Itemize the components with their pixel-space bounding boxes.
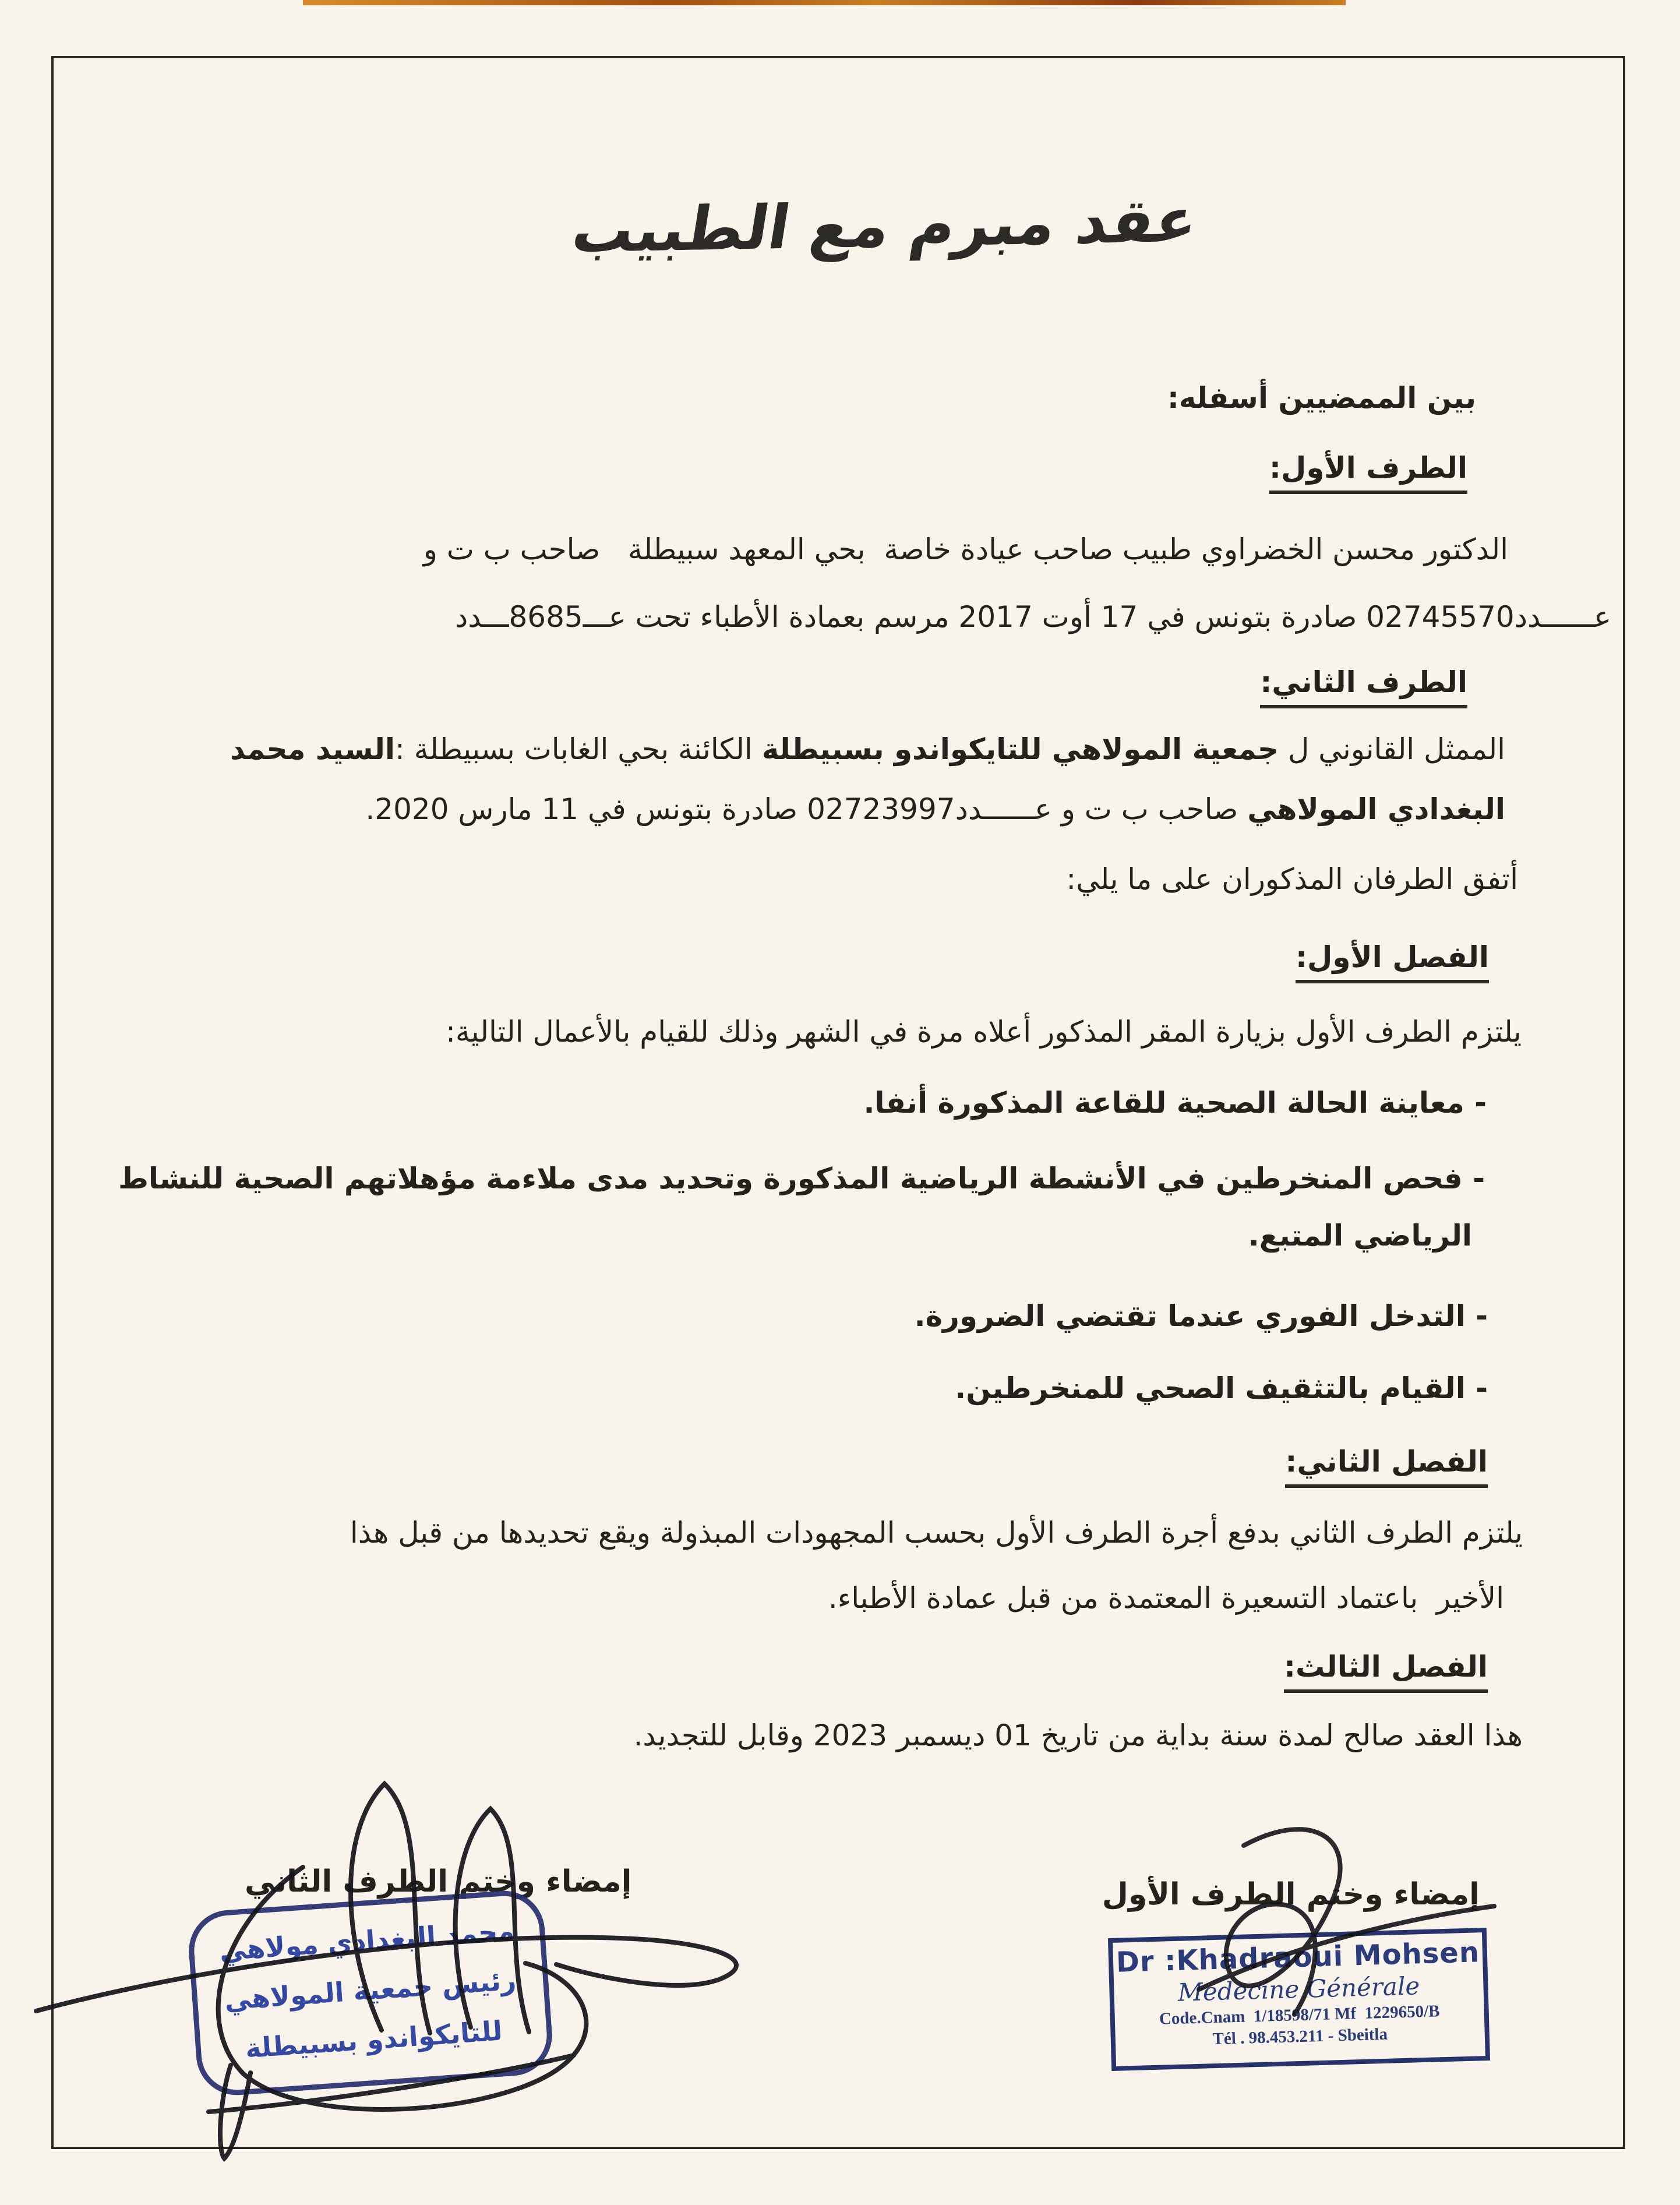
party1-heading [1269, 450, 1467, 486]
doctor-stamp-phone: Tél . 98.453.211 - Sbeitla [1212, 2024, 1388, 2049]
chapter1-intro: يلتزم الطرف الأول بزيارة المقر المذكور أعلاه مرة في الشهر وذلك للقيام بالأعمال التالية: [446, 1015, 1522, 1049]
party2-representative-name: البغدادي المولاهي [1247, 792, 1505, 826]
chapter1-heading-text: الفصل الأول: [1296, 940, 1489, 983]
chapter1-item1: - معاينة الحالة الصحية للقاعة المذكورة أنفا. [863, 1086, 1487, 1120]
chapter1-item2-line1: - فحص المنخرطين في الأنشطة الرياضية المذكورة وتحديد مدى ملاءمة مؤهلاتهم الصحية للنشاط [118, 1162, 1485, 1195]
doctor-stamp-name: Dr :Khadraoui Mohsen [1116, 1936, 1480, 1979]
agreement-line: أتفق الطرفان المذكوران على ما يلي: [1066, 862, 1518, 896]
chapter2-heading [1285, 1444, 1488, 1480]
party2-line2 [365, 791, 1505, 828]
second-party-signature-label: إمضاء وختم الطرف الثاني [245, 1864, 632, 1899]
party2-heading [1260, 664, 1467, 701]
chapter3-heading-text: الفصل الثالث: [1284, 1650, 1488, 1693]
scanner-edge-artifact [303, 0, 1346, 5]
chapter1-item2-line2: الرياضي المتبع. [1248, 1219, 1472, 1253]
first-party-signature-label: إمضاء وختم الطرف الأول [1102, 1877, 1480, 1912]
chapter1-item4: - القيام بالتثقيف الصحي للمنخرطين. [955, 1371, 1488, 1405]
chapter2-heading-text: الفصل الثاني: [1285, 1445, 1488, 1488]
intro-line: بين الممضيين أسفله: [1167, 381, 1476, 415]
party2-heading-text: الطرف الثاني: [1260, 665, 1467, 708]
second-party-stamp [186, 1888, 555, 2098]
chapter1-item3: - التدخل الفوري عندما تقتضي الضرورة. [914, 1299, 1488, 1333]
second-party-stamp-name: محمد البغدادي مولاهي [218, 1914, 516, 1967]
second-party-stamp-club: للتايكواندو بسبيطلة [244, 2015, 504, 2065]
doctor-stamp-specialty: Medecine Générale [1177, 1971, 1420, 2007]
chapter3-line1: هذا العقد صالح لمدة سنة بداية من تاريخ 01 ديسمبر 2023 وقابل للتجديد. [633, 1719, 1523, 1752]
party2-line1-normal: الممثل القانوني ل [1279, 732, 1505, 766]
party1-line1: الدكتور محسن الخضراوي طبيب صاحب عيادة خاصة بحي المعهد سبيطلة صاحب ب ت و [423, 532, 1508, 566]
party1-heading-text: الطرف الأول: [1269, 451, 1467, 494]
second-party-stamp-title: رئيس جمعية المولاهي [223, 1964, 517, 2016]
party2-association-name: جمعية المولاهي للتايكواندو بسبيطلة [761, 732, 1279, 766]
doctor-stamp-cnam-code: Code.Cnam 1/18598/71 Mf 1229650/B [1159, 2002, 1440, 2028]
party2-representative-title: السيد محمد [230, 732, 395, 766]
party2-line1-rest: الكائنة بحي الغابات بسبيطلة : [394, 732, 762, 766]
chapter2-line2: الأخير باعتماد التسعيرة المعتمدة من قبل عمادة الأطباء. [828, 1581, 1504, 1615]
contract-title: عقد مبرم مع الطبيب [567, 184, 1203, 267]
chapter3-heading [1284, 1649, 1488, 1685]
party1-line2: عــــــدد02745570 صادرة بتونس في 17 أوت 2017 مرسم بعمادة الأطباء تحت عـــ8685ـــدد [455, 600, 1611, 634]
party2-line1 [230, 731, 1505, 768]
first-party-stamp [1108, 1928, 1490, 2071]
chapter2-line1: يلتزم الطرف الثاني بدفع أجرة الطرف الأول بحسب المجهودات المبذولة ويقع تحديدها من قبل هذا [350, 1516, 1523, 1550]
chapter1-heading [1296, 939, 1489, 976]
party2-line2-rest: صاحب ب ت و عــــــدد02723997 صادرة بتونس في 11 مارس 2020. [365, 792, 1248, 826]
